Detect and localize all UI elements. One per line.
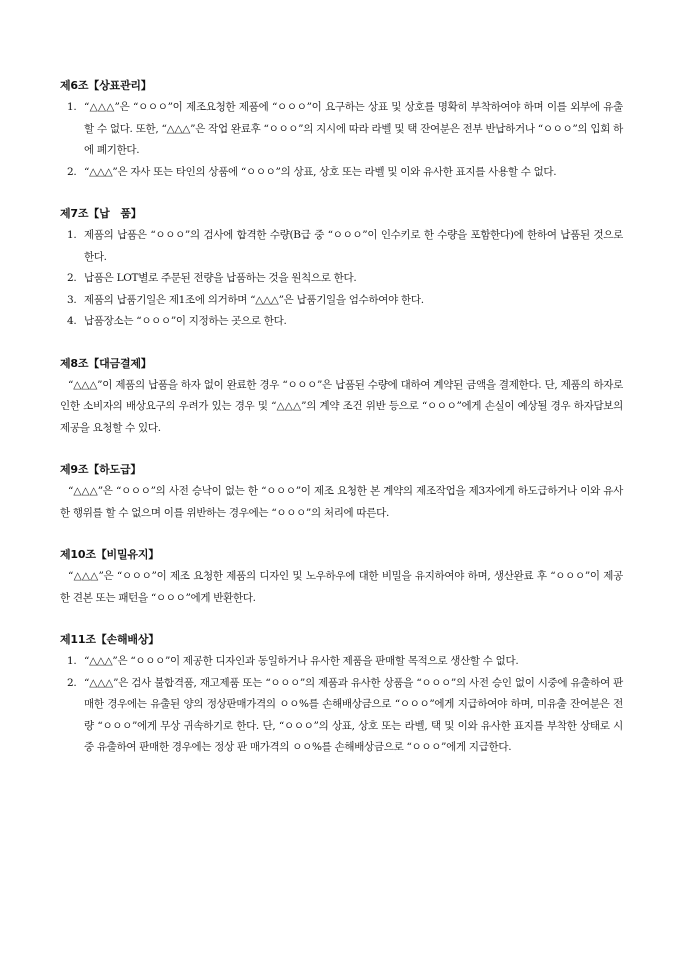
- article-heading: 제11조【손해배상】: [60, 633, 160, 646]
- clause-item: [60, 673, 623, 759]
- clause-item: [60, 268, 623, 290]
- clause-number: 2.: [67, 676, 77, 689]
- clause-number: 2.: [67, 272, 77, 284]
- article-11-damages: [60, 630, 623, 759]
- clause-list: [60, 97, 623, 183]
- clause-text: “△△△”은 “ㅇㅇㅇ”이 제공한 디자인과 동일하거나 유사한 제품을 판매할 목적으로 생산할 수 없다.: [84, 655, 519, 667]
- article-8-payment: [60, 354, 623, 440]
- article-heading: 제9조【하도급】: [60, 463, 142, 476]
- clause-text: 납품장소는 “ㅇㅇㅇ”이 지정하는 곳으로 한다.: [84, 315, 287, 327]
- clause-text: 납품은 LOT별로 주문된 전량을 납품하는 것을 원칙으로 한다.: [84, 272, 357, 284]
- article-paragraph: “△△△”은 “ㅇㅇㅇ”의 사전 승낙이 없는 한 “ㅇㅇㅇ”이 제조 요청한 본 계약의 제조작업을 제3자에게 하도급하거나 이와 유사한 행위를 할 수 없으며 이를 위반하는 경우에는 “ㅇㅇㅇ”의 처리에 따른다.: [60, 485, 623, 519]
- clause-item: [60, 651, 623, 673]
- article-heading: 제7조【납 품】: [60, 207, 142, 220]
- clause-item: [60, 311, 623, 333]
- article-heading: 제8조【대금결제】: [60, 356, 152, 370]
- clause-number: 2.: [67, 165, 77, 178]
- clause-text: “△△△”은 자사 또는 타인의 상품에 “ㅇㅇㅇ”의 상표, 상호 또는 라벨 및 이와 유사한 표지를 사용할 수 없다.: [84, 165, 557, 178]
- article-7-delivery: [60, 204, 623, 333]
- clause-number: 3.: [67, 293, 77, 306]
- article-6-trademark: [60, 76, 623, 183]
- clause-list: [60, 225, 623, 333]
- clause-number: 1.: [67, 101, 77, 113]
- article-9-subcontract: [60, 460, 623, 524]
- clause-number: 4.: [67, 315, 77, 327]
- clause-item: [60, 290, 623, 312]
- clause-text: 제품의 납품기일은 제1조에 의거하며 “△△△”은 납품기일을 엄수하여야 한다.: [84, 293, 424, 306]
- article-heading: 제10조【비밀유지】: [60, 548, 160, 561]
- article-10-confidentiality: [60, 545, 623, 609]
- article-paragraph: “△△△”은 “ㅇㅇㅇ”이 제조 요청한 제품의 디자인 및 노우하우에 대한 비밀을 유지하여야 하며, 생산완료 후 “ㅇㅇㅇ”이 제공한 견본 또는 패턴을 “ㅇㅇㅇ”에게 반환한다.: [60, 570, 623, 604]
- clause-text: 제품의 납품은 “ㅇㅇㅇ”의 검사에 합격한 수량(B급 중 “ㅇㅇㅇ”이 인수키로 한 수량을 포함한다)에 한하여 납품된 것으로 한다.: [84, 229, 623, 263]
- clause-text: “△△△”은 검사 불합격품, 재고제품 또는 “ㅇㅇㅇ”의 제품과 유사한 상품을 “ㅇㅇㅇ”의 사전 승인 없이 시중에 유출하여 판매한 경우에는 유출된 양의 정상판매가격의 ㅇㅇ%를 손해배상금으로 “ㅇㅇㅇ”에게 지급하여야 하며, 미유출 잔여분은 전량 “ㅇㅇㅇ”에게 무상 귀속하기로 한다. 단, “ㅇㅇㅇ”의 상표, 상호 또는 라벨, 택 및 이와 유사한 표지를 부착한 상태로 시중 유출하여 판매한 경우에는 정상 판 매가격의 ㅇㅇ%를 손해배상금으로 “ㅇㅇㅇ”에게 지급한다.: [84, 676, 623, 753]
- article-paragraph: “△△△”이 제품의 납품을 하자 없이 완료한 경우 “ㅇㅇㅇ”은 납품된 수량에 대하여 계약된 금액을 결제한다. 단, 제품의 하자로 인한 소비자의 배상요구의 우려가 있는 경우 및 “△△△”의 계약 조건 위반 등으로 “ㅇㅇㅇ”에게 손실이 예상될 경우 하자담보의 제공을 요청할 수 있다.: [60, 378, 623, 434]
- clause-item: [60, 97, 623, 162]
- clause-number: 1.: [67, 655, 77, 667]
- clause-text: “△△△”은 “ㅇㅇㅇ”이 제조요청한 제품에 “ㅇㅇㅇ”이 요구하는 상표 및 상호를 명확히 부착하여야 하며 이를 외부에 유출할 수 없다. 또한, “△△△”은 작업 완료후 “ㅇㅇㅇ”의 지시에 따라 라벨 및 택 잔여분은 전부 반납하거나 “ㅇㅇㅇ”의 입회 하에 폐기한다.: [84, 101, 623, 156]
- clause-item: [60, 225, 623, 268]
- clause-number: 1.: [67, 229, 77, 241]
- clause-list: [60, 651, 623, 759]
- document-page: [60, 76, 623, 780]
- article-heading: 제6조【상표관리】: [60, 79, 152, 92]
- clause-item: [60, 162, 623, 184]
